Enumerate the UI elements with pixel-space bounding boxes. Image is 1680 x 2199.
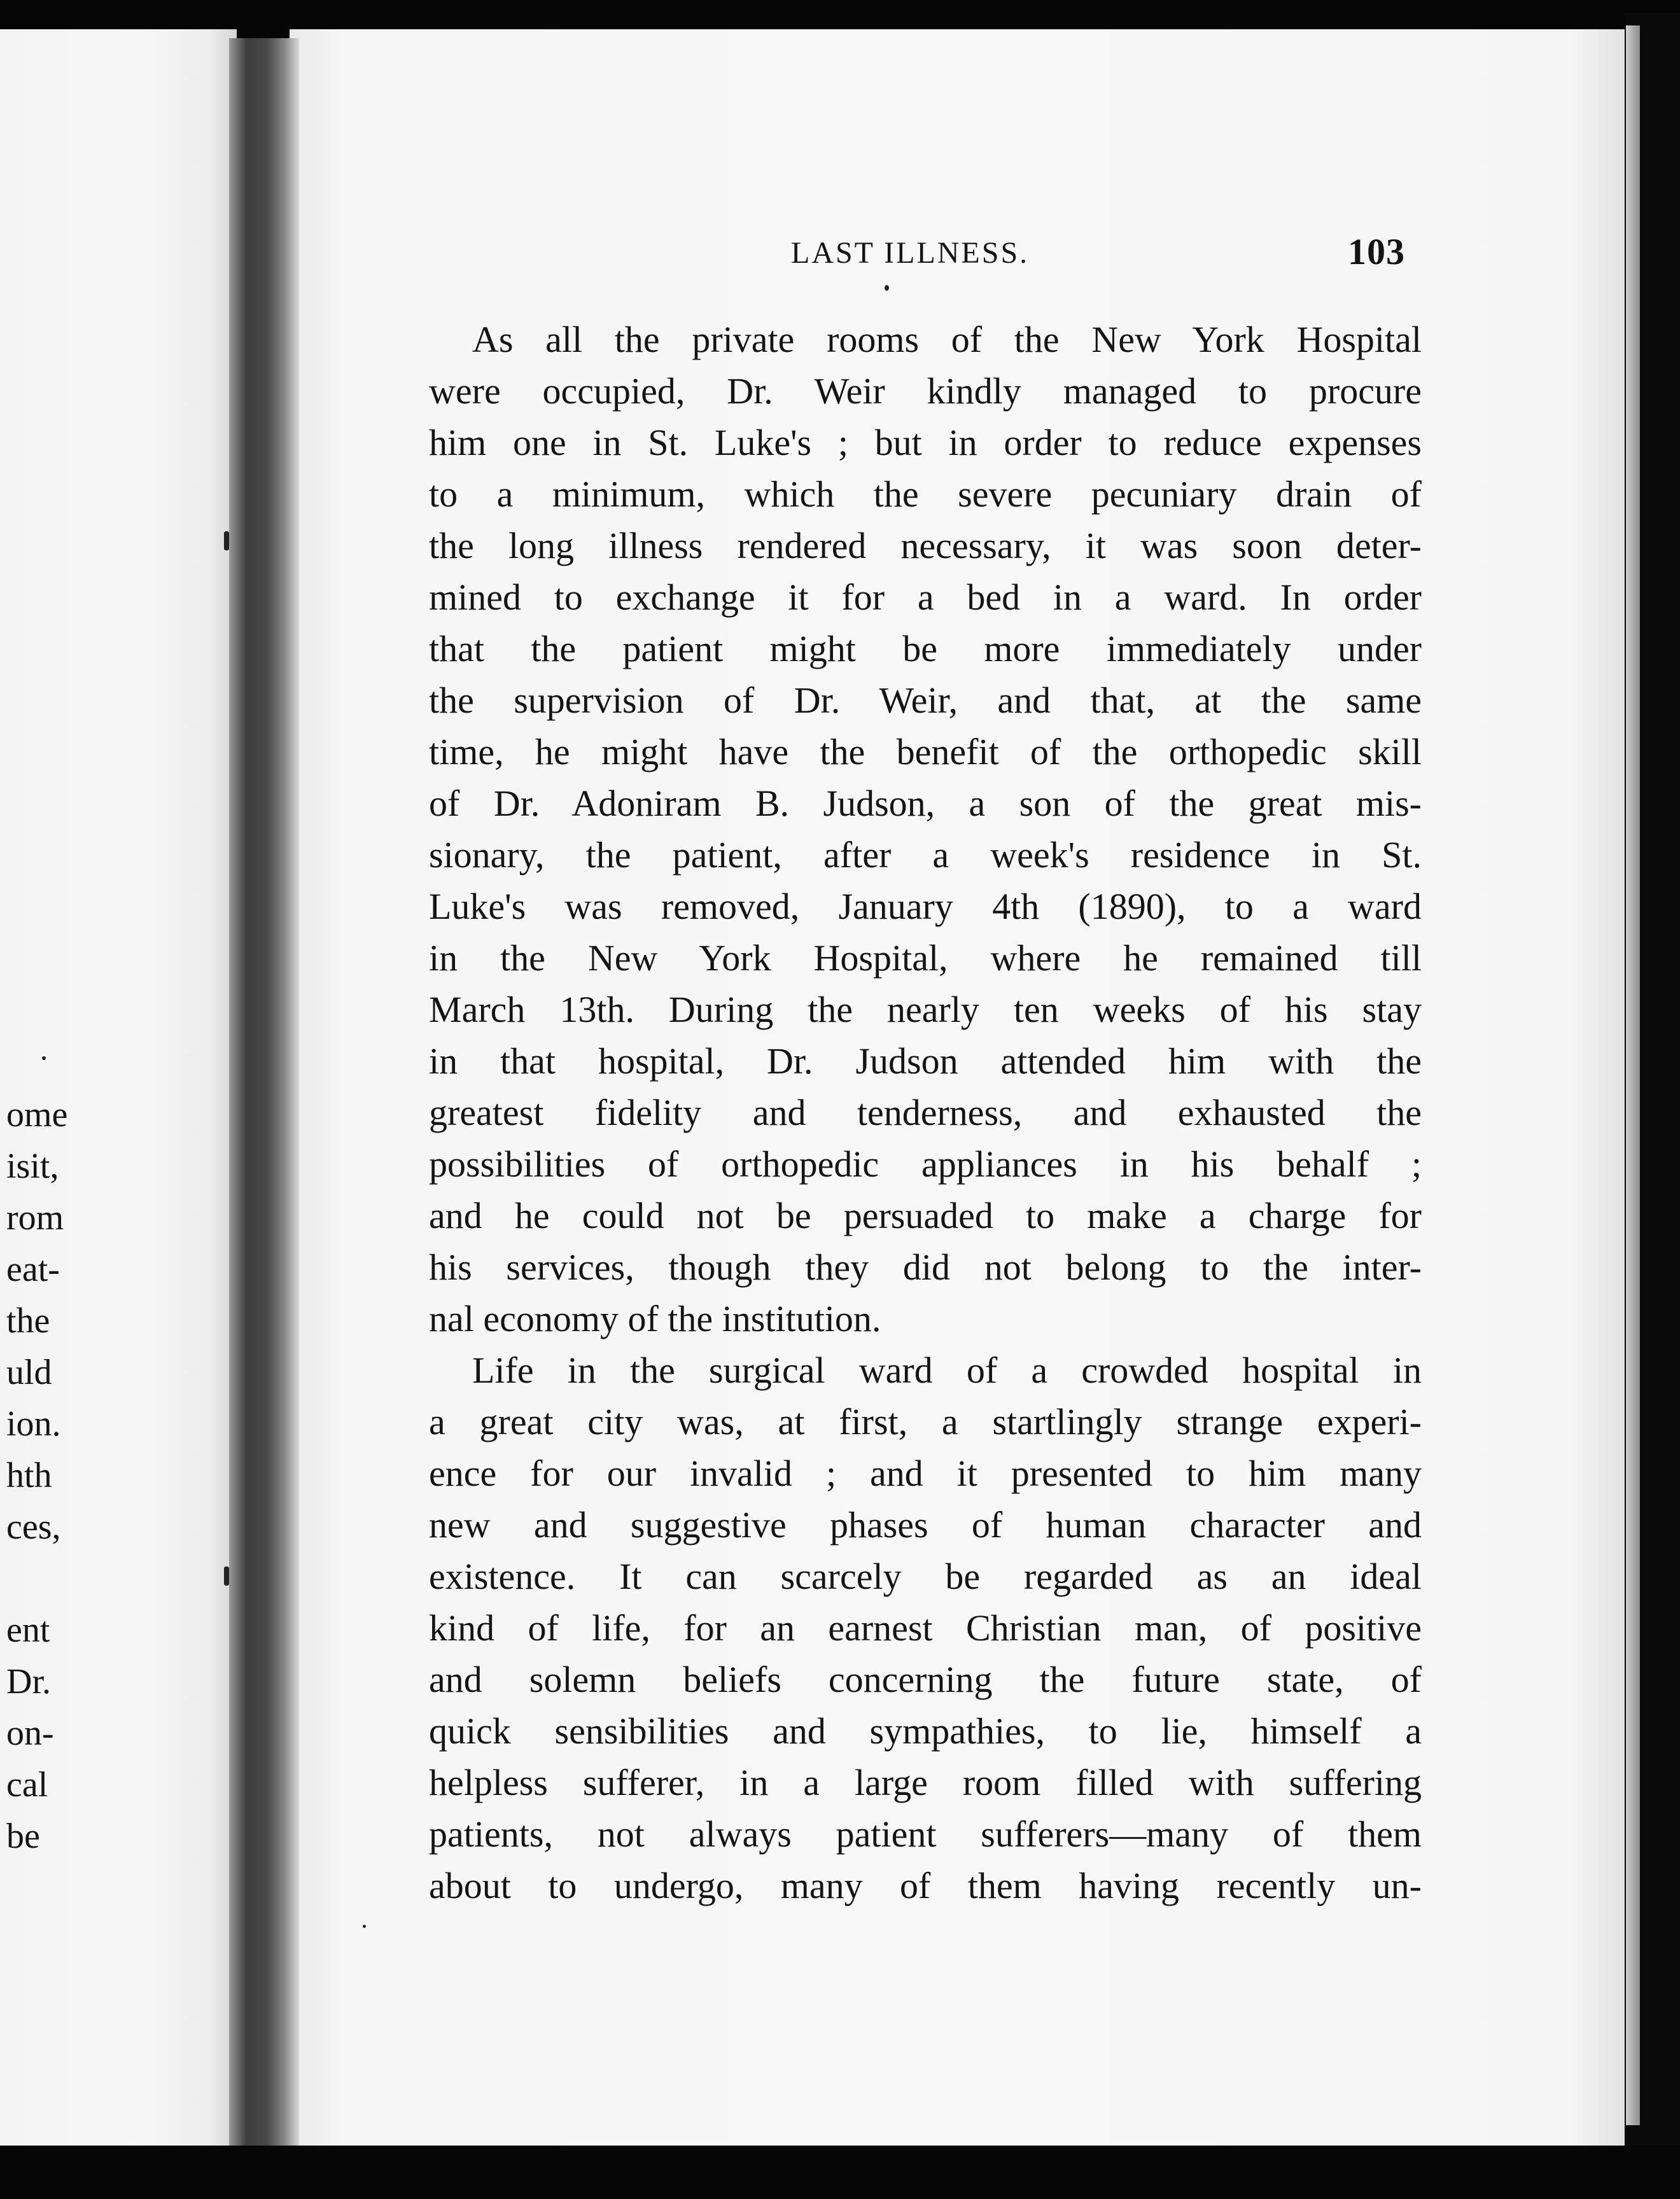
fragment-line: ent	[6, 1610, 50, 1650]
text-line: him one in St. Luke's ; but in order to reduce expenses	[429, 422, 1422, 463]
fragment-line: rom	[6, 1198, 64, 1238]
text-line: mined to exchange it for a bed in a ward. In order	[429, 576, 1422, 618]
page-number: 103	[1348, 231, 1405, 272]
fragment-line: ion.	[6, 1404, 61, 1444]
text-line: possibilities of orthopedic appliances in his behalf ;	[429, 1143, 1422, 1185]
text-line: a great city was, at first, a startlingly strange experi-	[429, 1401, 1422, 1442]
fragment-line: ome	[6, 1095, 68, 1134]
scan-speck	[363, 1925, 366, 1928]
fragment-line: the	[6, 1301, 50, 1341]
text-line: and he could not be persuaded to make a charge for	[429, 1195, 1422, 1236]
text-line: nal economy of the institution.	[429, 1298, 881, 1339]
text-line: kind of life, for an earnest Christian man, of positive	[429, 1607, 1422, 1649]
page-edge	[1626, 25, 1640, 2125]
fragment-line: eat-	[6, 1250, 60, 1289]
scan-speck	[42, 1056, 46, 1060]
text-line: new and suggestive phases of human character and	[429, 1504, 1422, 1546]
fragment-line: be	[6, 1817, 40, 1856]
text-line: Luke's was removed, January 4th (1890), to a ward	[429, 886, 1422, 927]
text-line: were occupied, Dr. Weir kindly managed to procure	[429, 370, 1422, 412]
text-line: sionary, the patient, after a week's residence in St.	[429, 834, 1422, 876]
text-line: quick sensibilities and sympathies, to lie, himself a	[429, 1710, 1422, 1752]
text-line: to a minimum, which the severe pecuniary drain of	[429, 473, 1422, 515]
facing-page-text	[6, 1089, 134, 1862]
text-line: patients, not always patient sufferers—many of them	[429, 1813, 1422, 1855]
text-line: greatest fidelity and tenderness, and exhausted the	[429, 1092, 1422, 1133]
page-gutter	[229, 38, 299, 2146]
text-line: of Dr. Adoniram B. Judson, a son of the great mis-	[429, 783, 1422, 824]
scan-border-bottom	[0, 2146, 1680, 2199]
text-line: As all the private rooms of the New York Hospital	[472, 319, 1422, 360]
fragment-line: ces,	[6, 1507, 61, 1547]
text-line: that the patient might be more immediately under	[429, 628, 1422, 669]
text-line: March 13th. During the nearly ten weeks of his stay	[429, 989, 1422, 1030]
scan-speck	[885, 285, 889, 291]
text-line: in the New York Hospital, where he remained till	[429, 937, 1422, 979]
text-line: the supervision of Dr. Weir, and that, at the same	[429, 680, 1422, 721]
fragment-line: cal	[6, 1765, 48, 1805]
fragment-line: Dr.	[6, 1662, 51, 1701]
scan-speck	[224, 1567, 229, 1586]
text-line: time, he might have the benefit of the orthopedic skill	[429, 731, 1422, 772]
text-line: about to undergo, many of them having recently un-	[429, 1865, 1422, 1906]
text-line: in that hospital, Dr. Judson attended him with the	[429, 1040, 1422, 1082]
text-line: ence for our invalid ; and it presented to him many	[429, 1453, 1422, 1494]
scan-border-top	[0, 0, 1680, 29]
fragment-line: on-	[6, 1714, 54, 1753]
scan-speck	[224, 531, 229, 550]
fragment-line: uld	[6, 1353, 52, 1392]
running-head: LAST ILLNESS.	[791, 236, 1030, 270]
text-line: his services, though they did not belong to the inter-	[429, 1246, 1422, 1288]
text-line: Life in the surgical ward of a crowded hospital in	[472, 1350, 1422, 1391]
text-line: helpless sufferer, in a large room filled with suffering	[429, 1762, 1422, 1803]
text-line: the long illness rendered necessary, it was soon deter-	[429, 525, 1422, 566]
fragment-line: hth	[6, 1456, 52, 1495]
text-line: existence. It can scarcely be regarded as an ideal	[429, 1556, 1422, 1597]
body-text	[429, 314, 1422, 1911]
text-line: and solemn beliefs concerning the future state, of	[429, 1659, 1422, 1700]
paragraph-2	[429, 1344, 1422, 1911]
paragraph-1	[429, 314, 1422, 1344]
fragment-line: isit,	[6, 1147, 59, 1186]
